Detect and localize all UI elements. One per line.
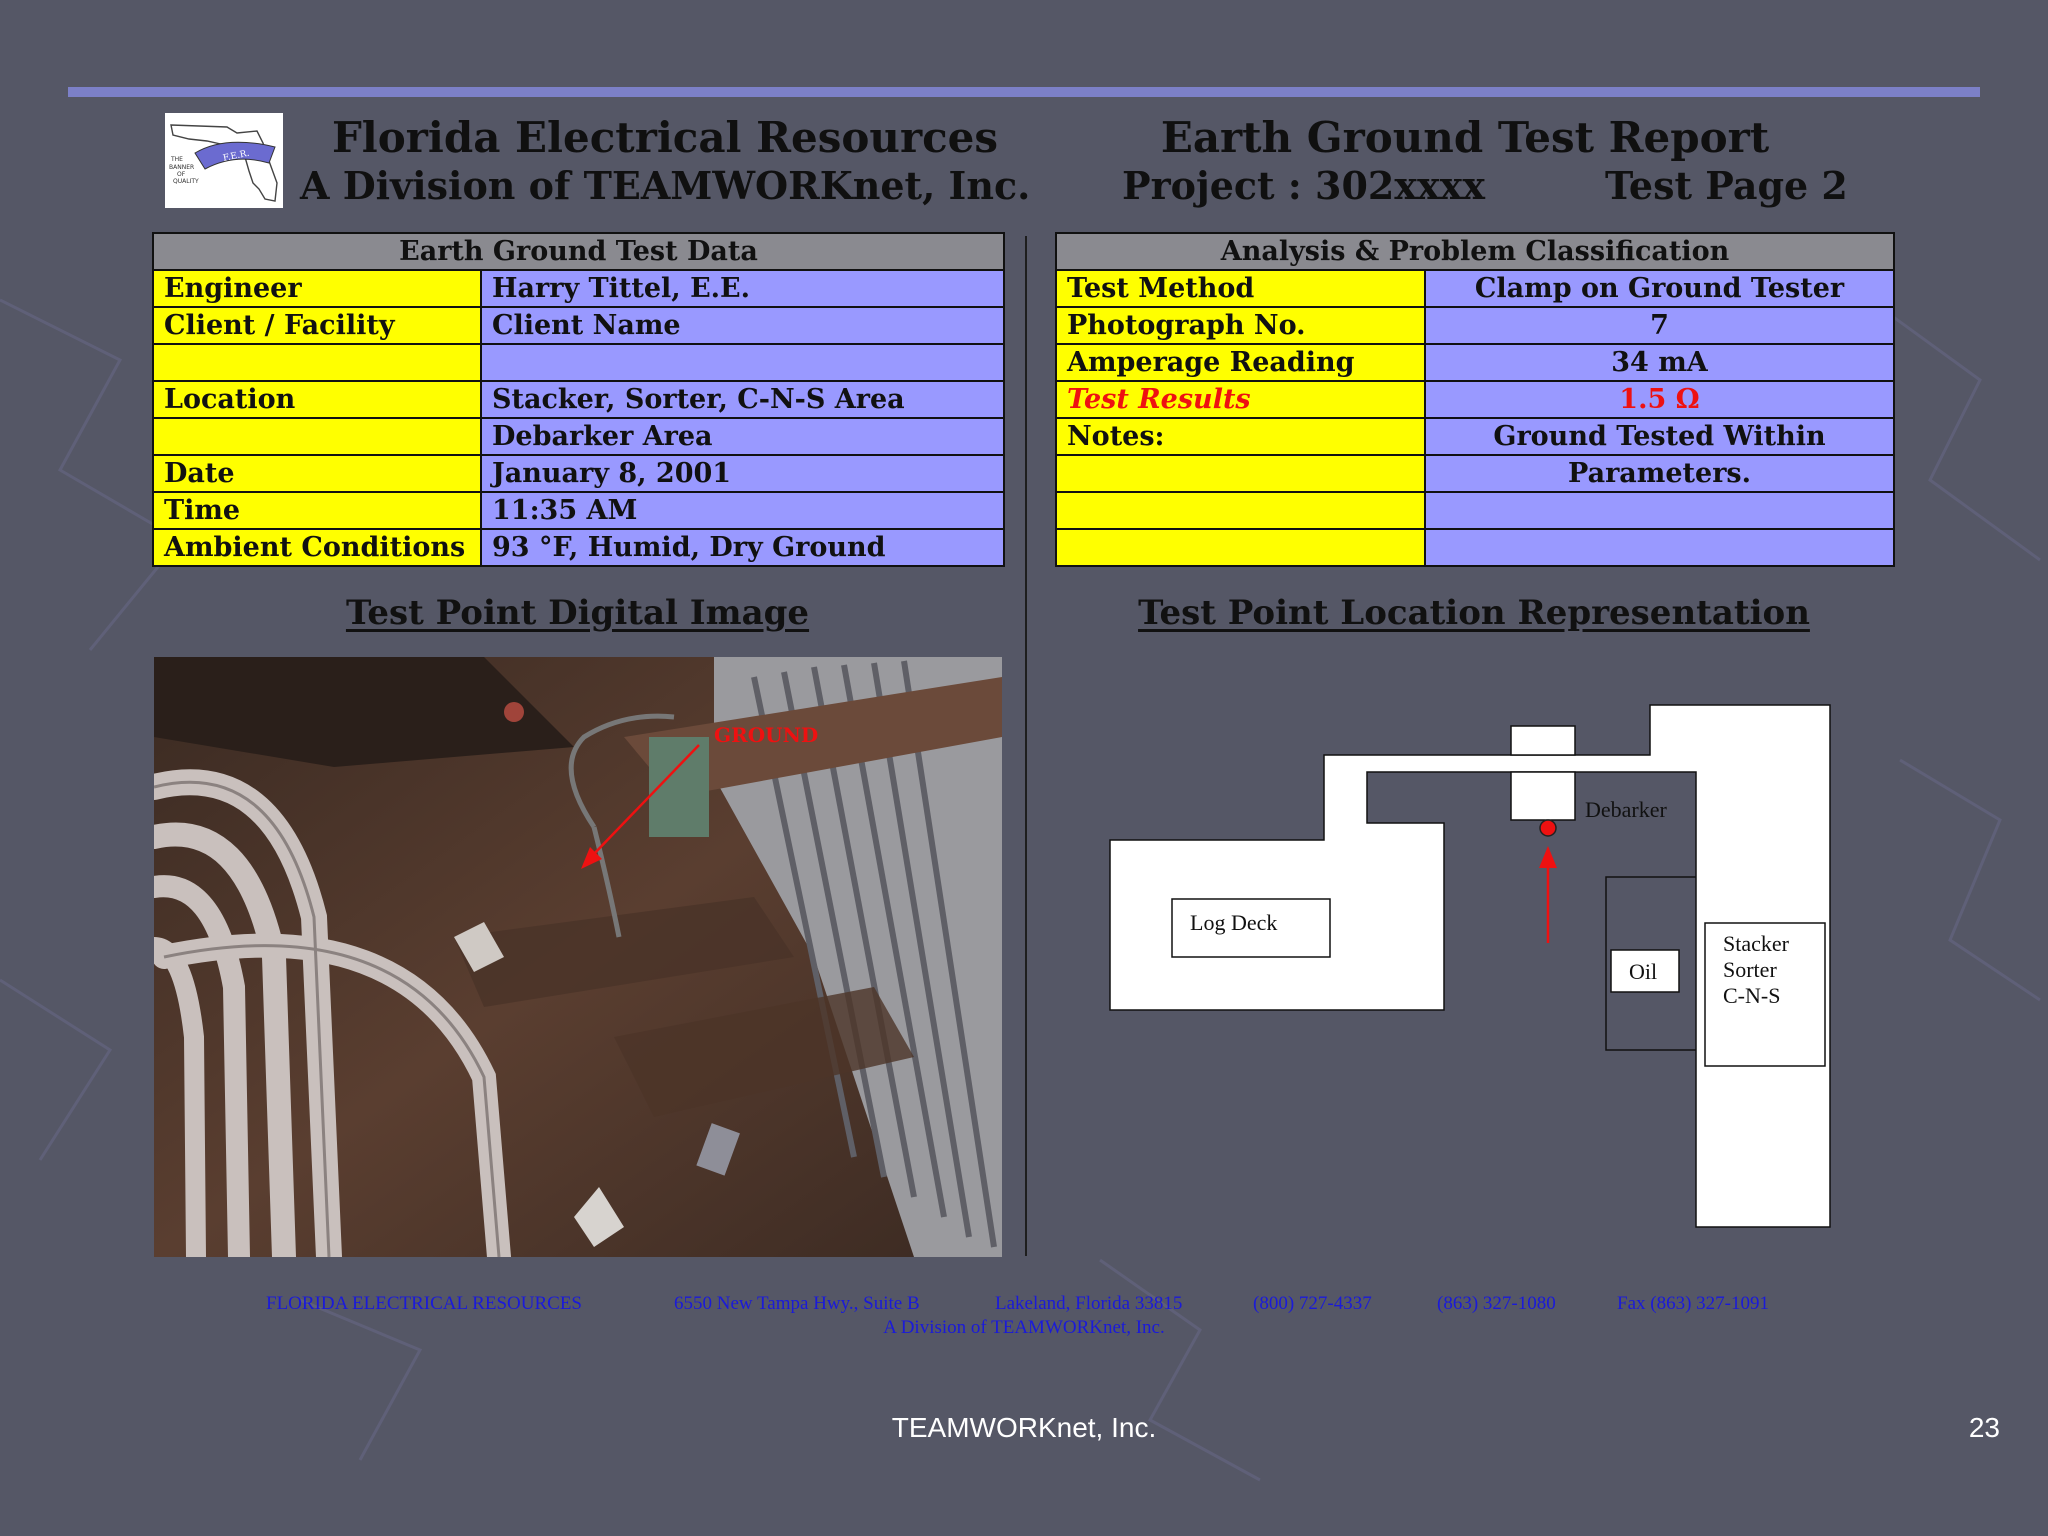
footer-phone-2: (863) 327-1080	[1437, 1293, 1556, 1314]
test-point-location-diagram	[1095, 690, 1855, 1235]
analysis-heading: Analysis & Problem Classification	[1056, 233, 1894, 270]
row-label: Location	[153, 381, 481, 418]
table-row	[153, 492, 1004, 529]
row-value: Debarker Area	[481, 418, 1004, 455]
row-value: Clamp on Ground Tester	[1425, 270, 1894, 307]
table-row	[153, 270, 1004, 307]
test-page-label: Test Page 2	[1605, 163, 1848, 208]
column-divider	[1025, 236, 1027, 1256]
footer-company: FLORIDA ELECTRICAL RESOURCES	[266, 1293, 582, 1314]
table-row	[1056, 270, 1894, 307]
table-row	[153, 455, 1004, 492]
row-label	[1056, 529, 1425, 566]
table-row	[1056, 455, 1894, 492]
row-value	[481, 344, 1004, 381]
footer-phone-1: (800) 727-4337	[1253, 1293, 1372, 1314]
company-name: Florida Electrical Resources	[331, 113, 999, 162]
footer-city: Lakeland, Florida 33815	[995, 1293, 1183, 1314]
row-label	[153, 344, 481, 381]
row-value: 93 °F, Humid, Dry Ground	[481, 529, 1004, 566]
location-section-title: Test Point Location Representation	[1138, 593, 1810, 633]
row-label: Photograph No.	[1056, 307, 1425, 344]
footer-fax: Fax (863) 327-1091	[1617, 1293, 1769, 1314]
row-label: Time	[153, 492, 481, 529]
row-label: Engineer	[153, 270, 481, 307]
row-value	[1425, 492, 1894, 529]
analysis-classification-table	[1055, 232, 1895, 567]
table-row	[1056, 529, 1894, 566]
row-label: Notes:	[1056, 418, 1425, 455]
row-label: Amperage Reading	[1056, 344, 1425, 381]
test-point-marker	[1540, 820, 1556, 836]
row-value: 7	[1425, 307, 1894, 344]
logo-tagline-2: BANNER	[169, 164, 195, 171]
row-label	[1056, 455, 1425, 492]
logo-initials: F.E.R.	[222, 148, 251, 164]
row-label: Ambient Conditions	[153, 529, 481, 566]
row-value: Stacker, Sorter, C-N-S Area	[481, 381, 1004, 418]
table-row	[1056, 492, 1894, 529]
florida-map-icon	[165, 113, 283, 208]
log-deck-label: Log Deck	[1190, 910, 1278, 935]
footer-division: A Division of TEAMWORKnet, Inc.	[883, 1317, 1165, 1338]
company-division: A Division of TEAMWORKnet, Inc.	[300, 163, 1031, 208]
project-number: Project : 302xxxx	[1122, 163, 1485, 208]
row-label: Date	[153, 455, 481, 492]
slide-footer-company: TEAMWORKnet, Inc.	[891, 1412, 1157, 1443]
sorter-label: Sorter	[1723, 957, 1777, 982]
table-row	[153, 344, 1004, 381]
test-point-photo	[154, 657, 1002, 1257]
row-label	[153, 418, 481, 455]
table-row	[1056, 418, 1894, 455]
row-label: Test Method	[1056, 270, 1425, 307]
table-row	[1056, 344, 1894, 381]
logo-tagline-4: QUALITY	[173, 178, 199, 185]
test-data-heading: Earth Ground Test Data	[153, 233, 1004, 270]
row-value: Harry Tittel, E.E.	[481, 270, 1004, 307]
row-value: Client Name	[481, 307, 1004, 344]
table-row	[153, 381, 1004, 418]
image-section-title: Test Point Digital Image	[345, 593, 810, 633]
row-value	[1425, 529, 1894, 566]
cns-label: C-N-S	[1723, 983, 1781, 1008]
row-value: Parameters.	[1425, 455, 1894, 492]
row-label	[1056, 492, 1425, 529]
test-results-label: Test Results	[1056, 381, 1425, 418]
row-label: Client / Facility	[153, 307, 481, 344]
footer-address: 6550 New Tampa Hwy., Suite B	[674, 1293, 920, 1314]
row-value: Ground Tested Within	[1425, 418, 1894, 455]
table-row	[153, 529, 1004, 566]
stacker-label: Stacker	[1723, 931, 1789, 956]
row-value: 34 mA	[1425, 344, 1894, 381]
company-logo	[165, 113, 283, 208]
table-row	[1056, 381, 1894, 418]
report-title: Earth Ground Test Report	[1160, 113, 1770, 162]
row-value: 11:35 AM	[481, 492, 1004, 529]
top-accent-rule	[68, 87, 1980, 97]
debarker-label: Debarker	[1585, 797, 1667, 822]
test-results-value: 1.5 Ω	[1425, 381, 1894, 418]
table-row	[153, 307, 1004, 344]
logo-tagline-3: OF	[177, 171, 186, 178]
logo-tagline-1: THE	[171, 156, 183, 163]
table-row	[1056, 307, 1894, 344]
oil-label: Oil	[1629, 959, 1658, 984]
row-value: January 8, 2001	[481, 455, 1004, 492]
slide-page-number: 23	[1968, 1412, 2000, 1443]
earth-ground-test-data-table	[152, 232, 1005, 567]
table-row	[153, 418, 1004, 455]
photo-ground-annotation: GROUND	[714, 723, 819, 747]
